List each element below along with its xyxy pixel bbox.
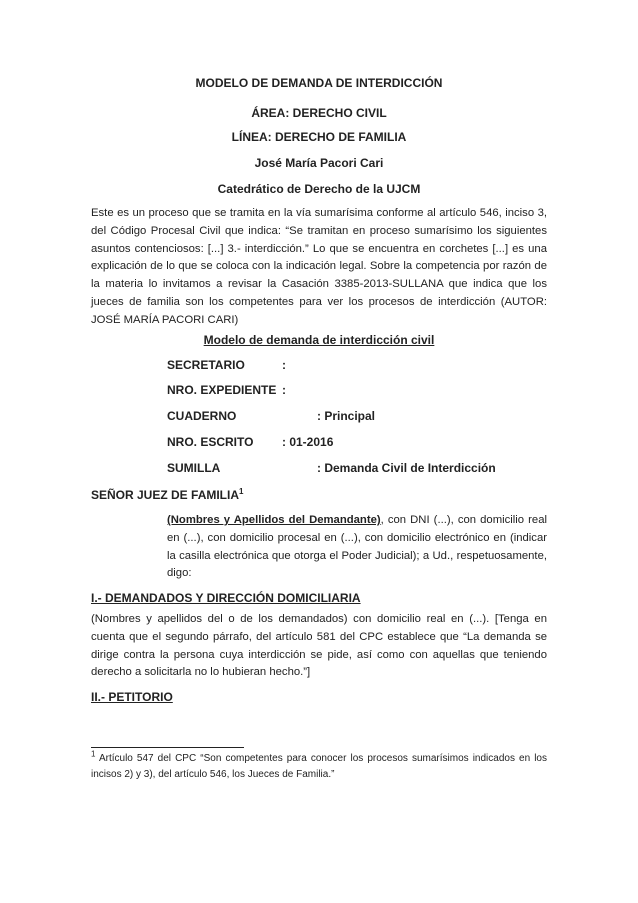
area-line: ÁREA: DERECHO CIVIL <box>251 106 387 120</box>
field-label-escrito: NRO. ESCRITO <box>167 435 254 449</box>
field-value-expediente: : <box>282 383 286 397</box>
linea-line: LÍNEA: DERECHO DE FAMILIA <box>231 130 407 144</box>
field-value-escrito: : 01-2016 <box>282 435 334 449</box>
model-title: Modelo de demanda de interdicción civil <box>203 333 435 347</box>
footnote <box>91 751 547 783</box>
intro-paragraph: Este es un proceso que se tramita en la vía sumarísima conforme al artículo 546, inciso 3, del Código Procesal Civil que indica: “Se tramitan en proceso sumarísimo los siguientes asuntos contenciosos: [...] 3.- interdicción.” Lo que se encuentra en corchetes [...] es una explicación de lo que se coloca con la indicación legal. Sobre la competencia por razón de la materia lo invitamos a revisar la Casación 3385-2013-SULLANA que indica que los jueces de familia son los competentes para ver los procesos de interdicción (AUTOR: JOSÉ MARÍA PACORI CARI) <box>91 207 547 326</box>
plaintiff-details: , con DNI (...), con domicilio real en (...), con domicilio procesal en (...), con domicilio electrónico en (indicar la casilla electrónica que otorga el Poder Judicial); a Ud., respetuosamente, digo: <box>167 514 548 580</box>
plaintiff-name-placeholder: (Nombres y Apellidos del Demandante) <box>167 514 381 526</box>
field-label-secretario: SECRETARIO <box>167 358 245 372</box>
footnote-number: 1 <box>91 749 96 759</box>
addressee <box>91 488 243 502</box>
field-value-sumilla: : Demanda Civil de Interdicción <box>317 461 496 475</box>
footnote-text: Artículo 547 del CPC “Son competentes para conocer los procesos sumarísimos indicados en los incisos 2) y 3), del artículo 546, los Jueces de Familia.” <box>91 753 547 780</box>
author-position: Catedrático de Derecho de la UJCM <box>217 182 421 196</box>
section-1-text: (Nombres y apellidos del o de los demandados) con domicilio real en (...). [Tenga en cuenta que el segundo párrafo, del artículo 581 del CPC establece que “La demanda se dirige contra la persona cuya interdicción se pide, así como con aquellas que teniendo derecho a solicitarla no lo hubieran hecho.”] <box>91 613 547 679</box>
field-label-sumilla: SUMILLA <box>167 461 221 475</box>
footnote-reference: 1 <box>239 487 244 496</box>
footnote-separator <box>91 747 244 748</box>
author-name: José María Pacori Cari <box>254 156 384 170</box>
field-label-cuaderno: CUADERNO <box>167 409 237 423</box>
section-1-heading: I.- DEMANDADOS Y DIRECCIÓN DOMICILIARIA <box>91 591 361 605</box>
section-2-heading: II.- PETITORIO <box>91 690 173 704</box>
document-title: MODELO DE DEMANDA DE INTERDICCIÓN <box>195 76 443 90</box>
addressee-text: SEÑOR JUEZ DE FAMILIA <box>91 488 240 502</box>
plaintiff-paragraph <box>167 512 547 583</box>
field-value-cuaderno: : Principal <box>317 409 376 423</box>
field-label-expediente: NRO. EXPEDIENTE <box>167 383 277 397</box>
field-value-secretario: : <box>282 358 286 372</box>
